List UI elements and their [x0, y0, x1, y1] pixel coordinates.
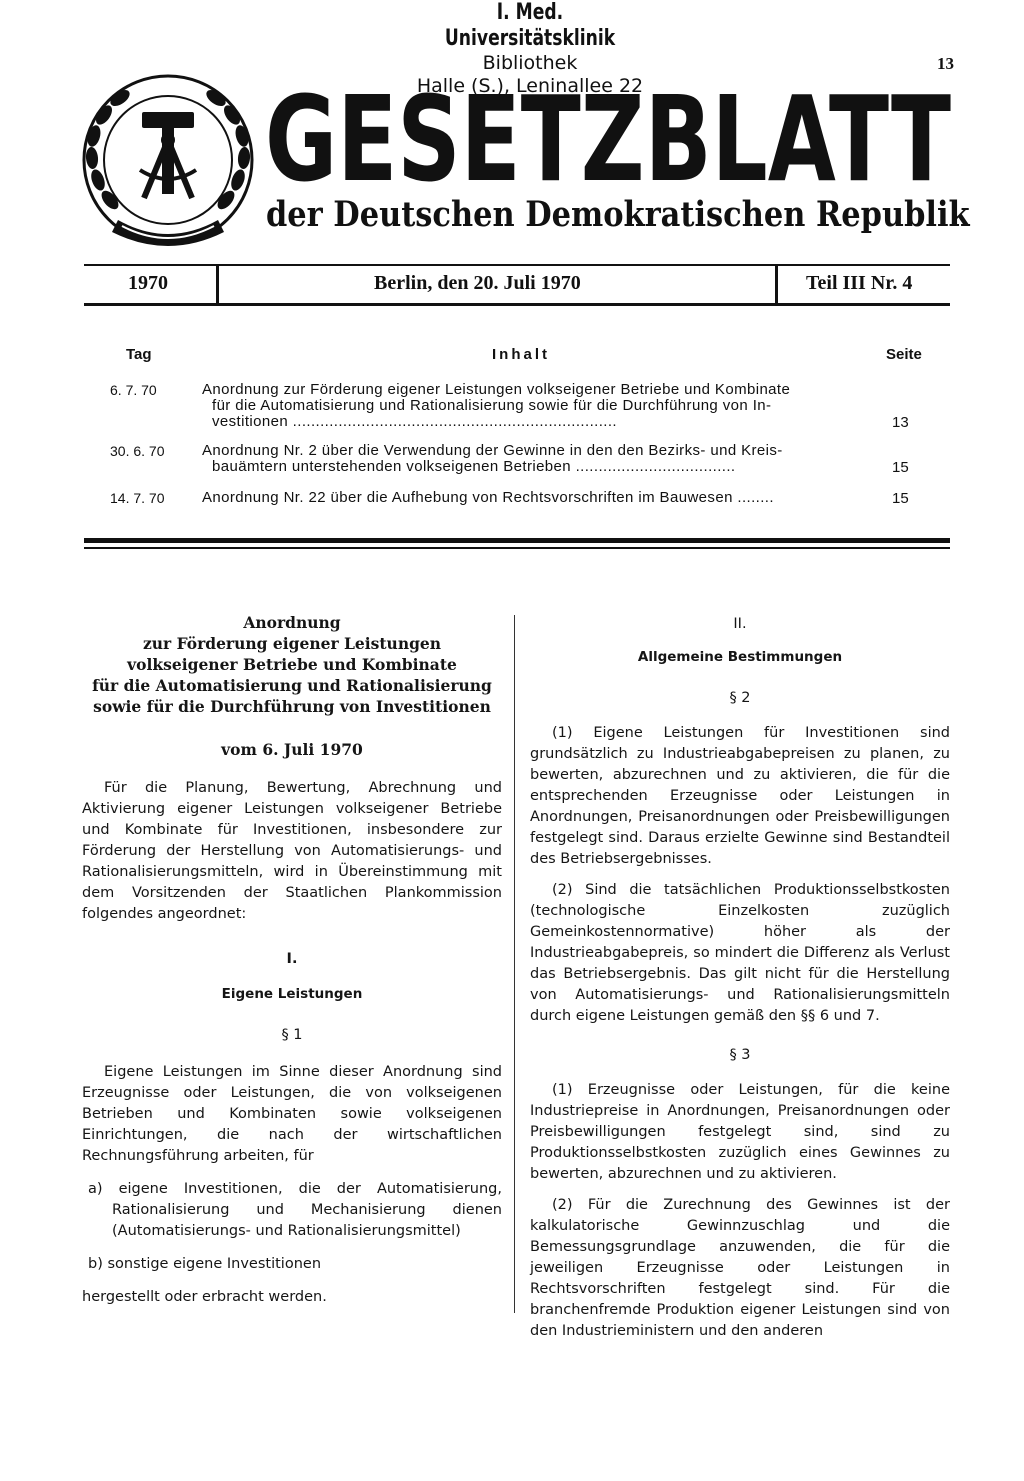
paragraph-sign: § 2 — [729, 690, 751, 706]
toc-entry-line: vestitionen ....................................................................... — [212, 414, 617, 430]
decree-title-line: volkseigener Betriebe und Kombinate — [127, 655, 457, 674]
paragraph-text: (2) Für die Zurechnung des Gewinnes ist der kalkulatorische Gewinnzuschlag und die Bemessungsgrundlage anzuwenden, die für die jeweiligen Erzeugnisse oder Leistungen in Rechtsvorschriften festgelegt sind. Für die branchenfremde Produktion eigener Leistungen sind von den Industrieministern und den anderen — [530, 1197, 950, 1339]
list-item-a: a) eigene Investitionen, die der Automatisierung, Rationalisierung und Mechanisierung dienen (Automatisierungs- und Rationalisierungsmittel) — [88, 1181, 502, 1239]
toc-entry-page: 13 — [892, 414, 909, 431]
state-emblem-icon — [78, 70, 258, 250]
stamp-line-3: Halle (S.), Leninallee 22 — [416, 75, 644, 97]
section-number: I. — [286, 951, 298, 967]
paragraph-text: Eigene Leistungen im Sinne dieser Anordnung sind Erzeugnisse oder Leistungen, die von volkseigenen Betrieben und Kombinaten sowie volkseigenen Einrichtungen, die nach der wirtschaftlichen Rechnungsführung arbeiten, für — [82, 1064, 502, 1164]
page-number: 13 — [937, 54, 954, 73]
issue-year: 1970 — [128, 272, 168, 294]
toc-entry-line: Anordnung Nr. 2 über die Verwendung der Gewinne in den den Bezirks- und Kreis- — [202, 442, 783, 459]
toc-header-page: Seite — [886, 346, 922, 363]
decree-title-line: Anordnung — [243, 613, 341, 632]
toc-entry-line: bauämtern unterstehenden volkseigenen Betrieben ................................... — [212, 459, 736, 475]
column-divider — [514, 615, 515, 1313]
paragraph-text: (1) Erzeugnisse oder Leistungen, für die keine Industriepreise in Anordnungen, Preisanordnungen oder Preisbewilligungen festgelegt sind, sind zu Produktionsselbstkosten zuzüglich eines Gewinnes zu bewerten, abzurechnen und zu aktivieren. — [530, 1082, 950, 1182]
info-bar-top-rule — [84, 264, 950, 266]
right-column — [530, 614, 950, 1342]
toc-entry-title — [202, 490, 857, 506]
stamp-line-1: I. Med. Universitätsklinik — [444, 0, 616, 51]
masthead-title-text: GESETZBLATT — [265, 70, 951, 208]
info-bar-separator — [775, 266, 778, 303]
toc-entry-date: 14. 7. 70 — [110, 490, 165, 506]
decree-preamble: Für die Planung, Bewertung, Abrechnung und Aktivierung eigener Leistungen volkseigener Betriebe und Kombinate für Investitionen, insbesondere zur Förderung der Herstellung von Automatisierungs- und Rationalisierungsmitteln, wird in Übereinstimmung mit dem Vorsitzenden der Staatlichen Plankommission folgendes angeordnet: — [82, 780, 502, 922]
list-item-b: b) sonstige eigene Investitionen — [88, 1256, 322, 1272]
toc-entry-date: 30. 6. 70 — [110, 443, 165, 459]
contents-rule-thin — [84, 547, 950, 549]
left-column — [82, 612, 502, 1308]
decree-title-line: für die Automatisierung und Rationalisierung — [92, 676, 492, 695]
toc-header-title: Inhalt — [492, 346, 550, 363]
masthead-subtitle: der Deutschen Demokratischen Republik — [266, 194, 970, 235]
decree-title-line: zur Förderung eigener Leistungen — [142, 634, 442, 653]
issue-place-date: Berlin, den 20. Juli 1970 — [374, 272, 581, 294]
toc-entry-page: 15 — [892, 459, 909, 476]
contents-rule-thick — [84, 538, 950, 543]
paragraph-closing: hergestellt oder erbracht werden. — [82, 1289, 327, 1305]
masthead-title — [265, 70, 955, 208]
paragraph-sign: § 1 — [281, 1027, 303, 1043]
paragraph-text: (2) Sind die tatsächlichen Produktionsselbstkosten (technologische Einzelkosten zuzüglich Gemeinkostennormative) höher als der Industrieabgabepreis, so mindert die Differenz als Verlust das Betriebsergebnis. Das gilt nicht für die Herstellung von Automatisierungs- und Rationalisierungsmitteln durch eigene Leistungen gemäß den §§ 6 und 7. — [530, 882, 950, 1024]
paragraph-sign: § 3 — [729, 1047, 751, 1063]
toc-entry-title — [202, 382, 857, 430]
toc-entry-date: 6. 7. 70 — [110, 382, 157, 398]
paragraph-text: (1) Eigene Leistungen für Investitionen sind grundsätzlich zu Industrieabgabepreisen zu planen, zu bewerten, abzurechnen und zu aktivieren, die für die entsprechenden Erzeugnisse oder Leistungen in Anordnungen, Preisanordnungen oder Preisbewilligungen festgelegt sind. Daraus erzielte Gewinne sind Bestandteil des Betriebsergebnisses. — [530, 725, 950, 867]
info-bar-bottom-rule — [84, 303, 950, 306]
info-bar-separator — [216, 266, 219, 303]
toc-entry-line: Anordnung zur Förderung eigener Leistungen volkseigener Betriebe und Kombinate — [202, 381, 791, 398]
stamp-line-2: Bibliothek — [482, 52, 578, 74]
section-title: Allgemeine Bestimmungen — [637, 649, 843, 665]
decree-title-line: sowie für die Durchführung von Investitionen — [93, 697, 491, 716]
toc-entry-title — [202, 443, 857, 475]
toc-header-day: Tag — [126, 346, 152, 363]
decree-date: vom 6. Juli 1970 — [221, 740, 363, 759]
decree-title — [82, 612, 502, 717]
toc-entry-page: 15 — [892, 490, 909, 507]
section-title: Eigene Leistungen — [221, 986, 363, 1002]
issue-part: Teil III Nr. 4 — [806, 272, 913, 294]
toc-entry-line: Anordnung Nr. 22 über die Aufhebung von Rechtsvorschriften im Bauwesen ........ — [202, 490, 774, 506]
section-number: II. — [733, 616, 747, 632]
issue-info-bar — [84, 264, 950, 306]
toc-entry-line: für die Automatisierung und Rationalisierung sowie für die Durchführung von In- — [212, 397, 772, 414]
